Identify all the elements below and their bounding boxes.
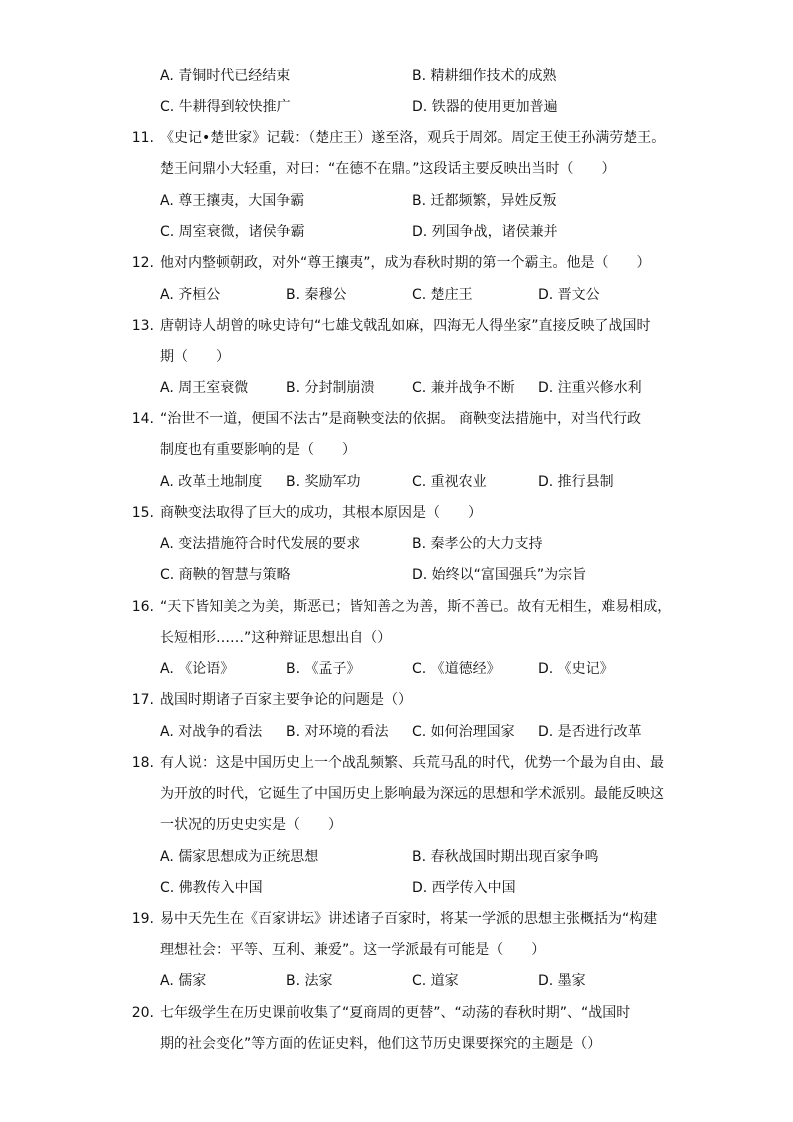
question-number: 15. [131,505,154,521]
option-b: B. 秦孝公的大力支持 [412,536,543,552]
question-number: 17. [131,692,154,708]
option-b: B. 春秋战国时期出现百家争鸣 [412,849,599,865]
question-text: “治世不一道，便国不法古”是商鞅变法的依据。 商鞅变法措施中，对当代行政 [160,411,641,427]
option-b: B. 法家 [286,973,333,989]
question-text: 战国时期诸子百家主要争论的问题是（） [160,692,412,708]
question-text: 有人说：这是中国历史上一个战乱频繁、兵荒马乱的时代，优势一个最为自由、最 [160,755,664,771]
question-text: 楚王问鼎小大轻重，对曰：“在德不在鼎。”这段话主要反映出当时（ ） [160,161,616,177]
option-b: B. 《孟子》 [286,661,361,677]
question-text: 长短相形……”这种辩证思想出自（） [160,630,392,646]
option-d: D. 列国争战，诸侯兼并 [412,224,558,240]
option-c: C. 如何治理国家 [412,724,515,740]
question-number: 14. [131,411,154,427]
option-c: C. 道家 [412,973,459,989]
option-b: B. 对环境的看法 [286,724,389,740]
option-c: C. 兼并战争不断 [412,380,515,396]
question-text: 七年级学生在历史课前收集了“夏商周的更替”、“动荡的春秋时期”、“战国时 [160,1005,631,1021]
option-b: B. 迁都频繁，异姓反叛 [412,193,557,209]
question-text: 为开放的时代，它诞生了中国历史上影响最为深远的思想和学术派别。最能反映这 [160,786,664,802]
option-c: C. 楚庄王 [412,287,473,303]
option-c: C. 重视农业 [412,474,487,490]
question-text: “天下皆知美之为美，斯恶已；皆知善之为善，斯不善已。故有无相生，难易相成， [160,599,672,615]
option-d: D. 《史记》 [538,661,614,677]
question-text: 他对内整顿朝政，对外“尊王攘夷”，成为春秋时期的第一个霸主。他是（ ） [160,255,651,271]
option-b: B. 分封制崩溃 [286,380,375,396]
option-d: D. 西学传入中国 [412,880,516,896]
question-number: 16. [131,599,154,615]
question-text: 理想社会：平等、互利、兼爱”。这一学派最有可能是（ ） [160,942,546,958]
option-b: B. 奖励军功 [286,474,361,490]
option-d: D. 注重兴修水利 [538,380,642,396]
option-d: D. 始终以“富国强兵”为宗旨 [412,567,587,583]
question-text: 制度也有重要影响的是（ ） [160,442,356,458]
question-number: 11. [131,130,154,146]
option-a: A. 儒家 [160,973,207,989]
option-a: A. 青铜时代已经结束 [160,68,291,84]
question-text: 期（ ） [160,349,230,365]
question-text: 《史记•楚世家》记载：（楚庄王）遂至洛，观兵于周郊。周定王使王孙满劳楚王。 [160,130,666,146]
option-a: A. 尊王攘夷，大国争霸 [160,193,305,209]
option-a: A. 齐桓公 [160,287,221,303]
option-d: D. 晋文公 [538,287,600,303]
option-a: A. 改革土地制度 [160,474,263,490]
option-c: C. 牛耕得到较快推广 [160,99,291,115]
option-a: A. 儒家思想成为正统思想 [160,849,319,865]
option-d: D. 墨家 [538,973,586,989]
question-number: 12. [131,255,154,271]
option-a: A. 周王室衰微 [160,380,249,396]
option-c: C. 商鞅的智慧与策略 [160,567,291,583]
question-text: 期的社会变化”等方面的佐证史料，他们这节历史课要探究的主题是（） [160,1036,602,1052]
option-c: C. 佛教传入中国 [160,880,263,896]
option-a: A. 对战争的看法 [160,724,263,740]
question-number: 13. [131,318,154,334]
question-number: 20. [131,1005,154,1021]
option-c: C. 《道德经》 [412,661,501,677]
option-d: D. 铁器的使用更加普遍 [412,99,558,115]
question-text: 一状况的历史史实是（ ） [160,817,342,833]
option-c: C. 周室衰微，诸侯争霸 [160,224,305,240]
option-a: A. 变法措施符合时代发展的要求 [160,536,361,552]
question-text: 唐朝诗人胡曾的咏史诗句“七雄戈戟乱如麻，四海无人得坐家”直接反映了战国时 [160,318,651,334]
option-b: B. 秦穆公 [286,287,347,303]
option-a: A. 《论语》 [160,661,235,677]
question-number: 19. [131,911,154,927]
option-d: D. 是否进行改革 [538,724,642,740]
option-d: D. 推行县制 [538,474,614,490]
question-text: 易中天先生在《百家讲坛》讲述诸子百家时，将某一学派的思想主张概括为“构建 [160,911,658,927]
option-b: B. 精耕细作技术的成熟 [412,68,557,84]
question-text: 商鞅变法取得了巨大的成功，其根本原因是（ ） [160,505,482,521]
question-number: 18. [131,755,154,771]
